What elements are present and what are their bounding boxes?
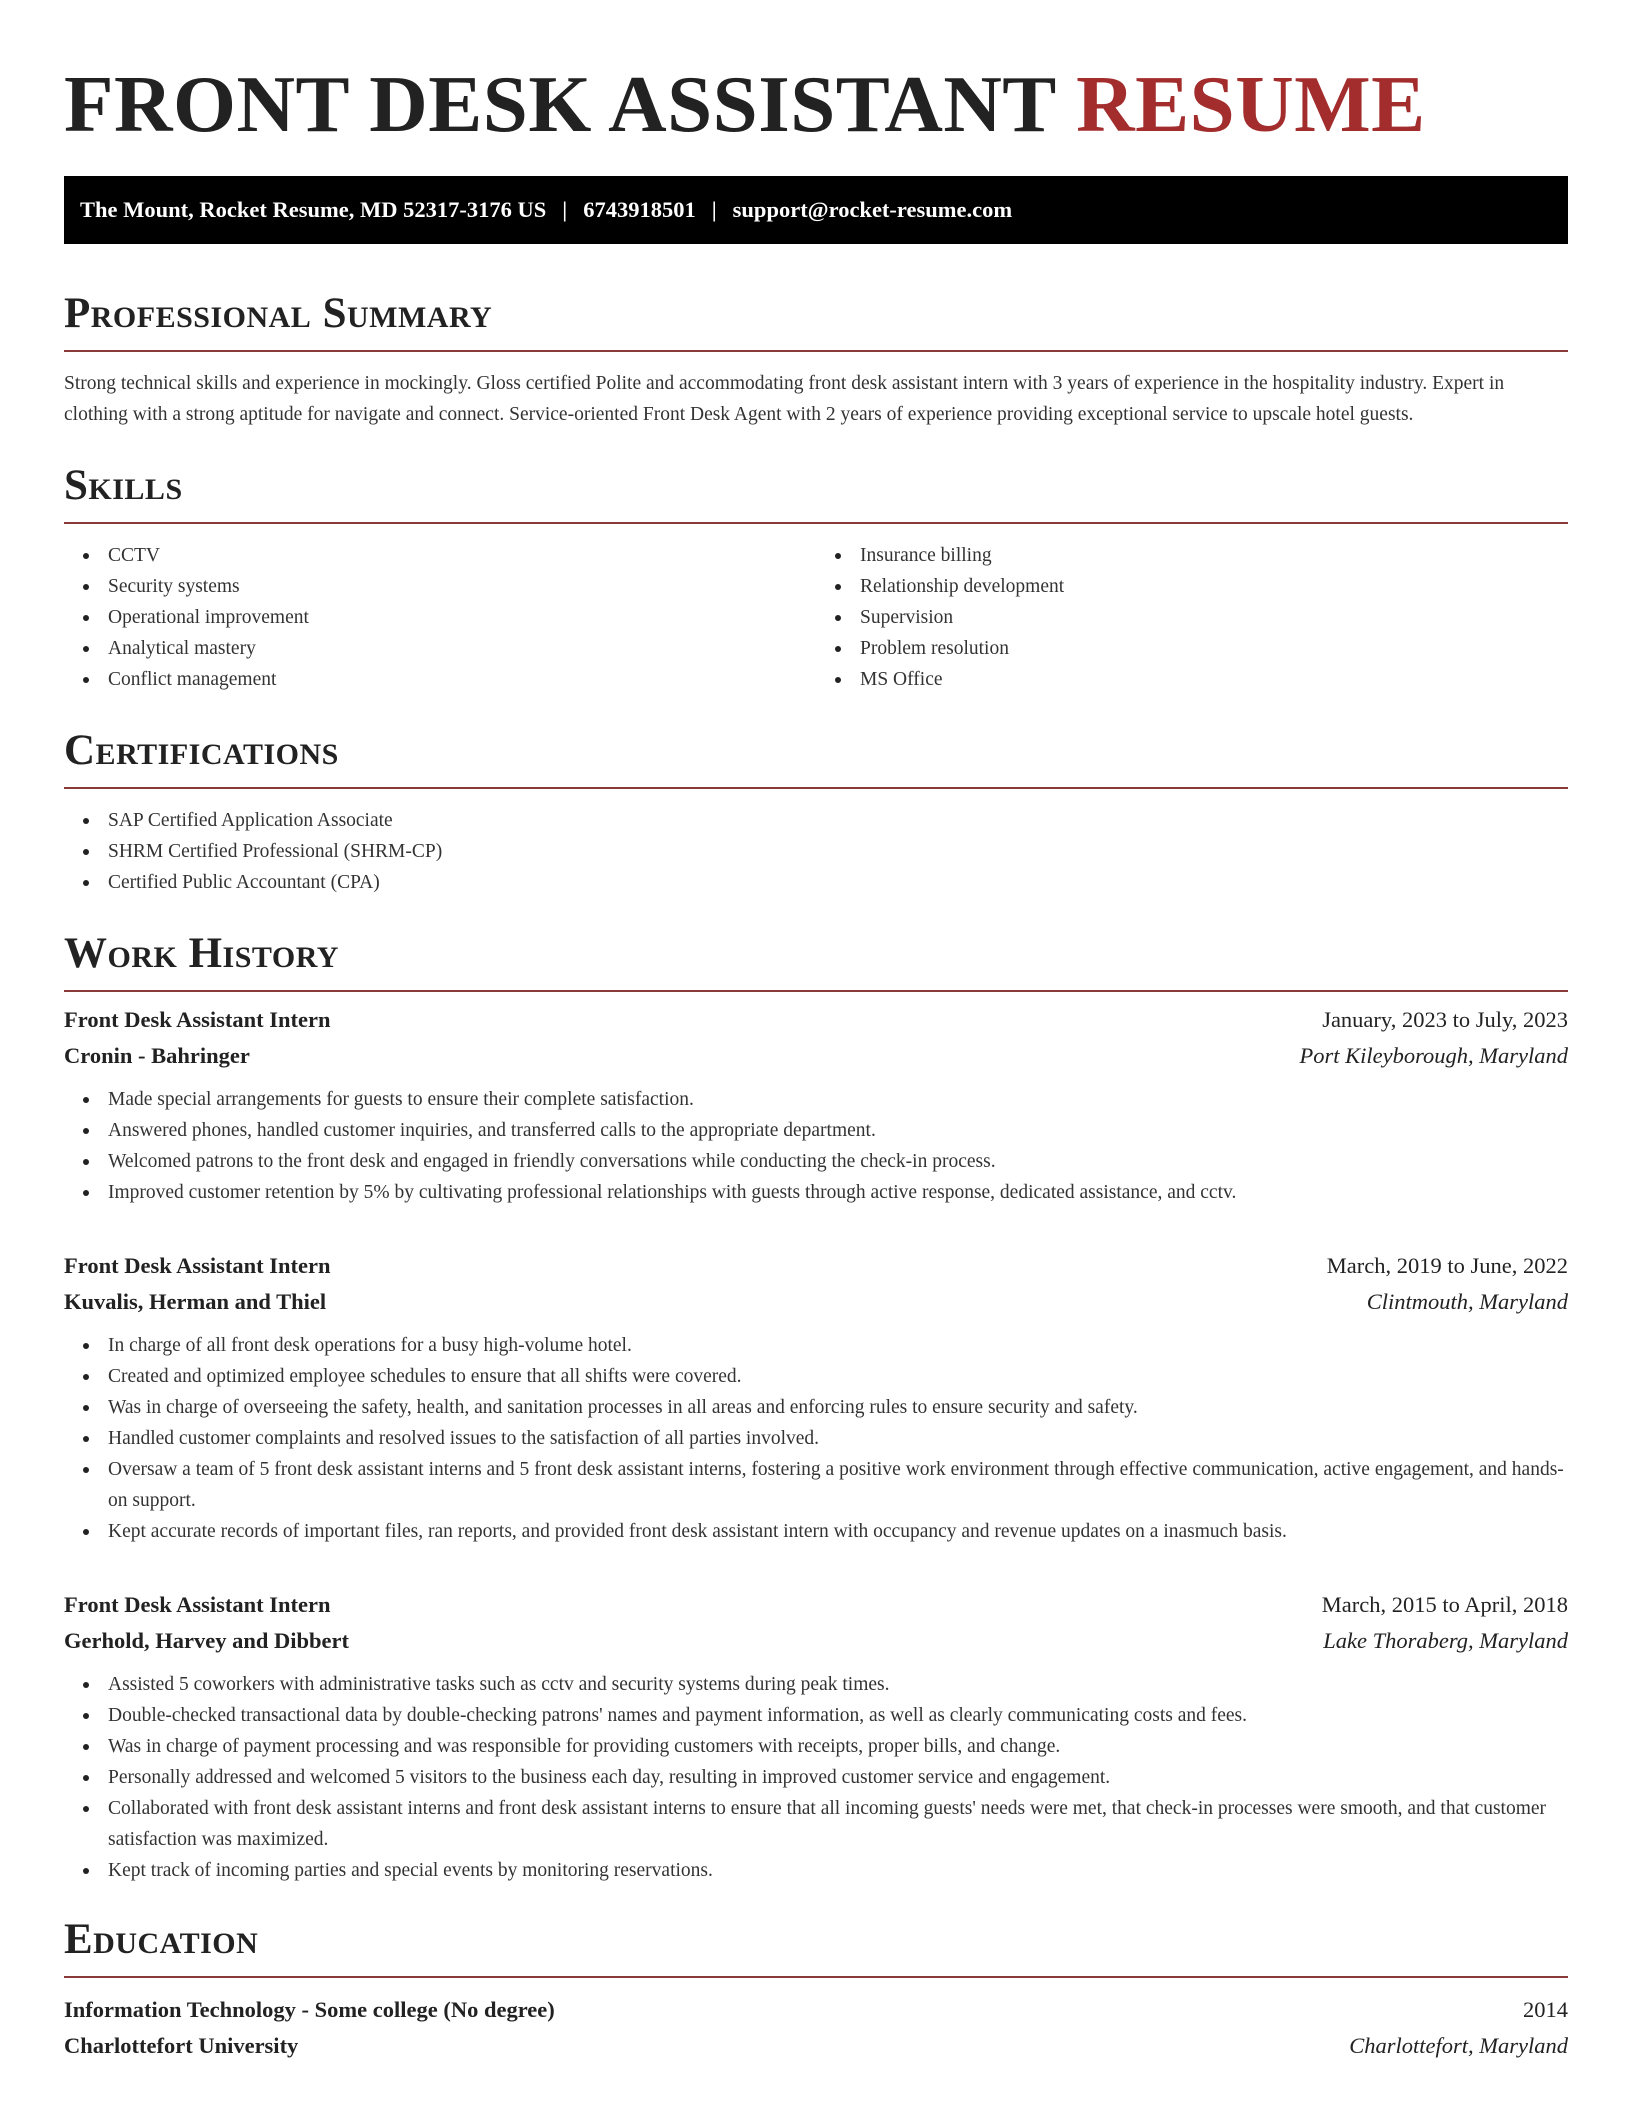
- job-company-row: [64, 1038, 1568, 1074]
- skills-grid: [64, 540, 1568, 695]
- job-location: Port Kileyborough, Maryland: [1299, 1043, 1568, 1068]
- job-company-row: [64, 1623, 1568, 1659]
- job-company: Cronin - Bahringer: [64, 1043, 250, 1068]
- job-company: Kuvalis, Herman and Thiel: [64, 1289, 327, 1314]
- job-entry: [64, 1587, 1568, 1886]
- contact-address: The Mount, Rocket Resume, MD 52317-3176 US: [80, 197, 547, 222]
- section-divider: [64, 522, 1568, 524]
- skills-list-left: [64, 540, 816, 695]
- certifications-list: [64, 805, 1568, 898]
- job-title: Front Desk Assistant Intern: [64, 1007, 331, 1032]
- job-bullet: Personally addressed and welcomed 5 visitors to the business each day, resulting in improved customer service and engagement.: [64, 1762, 1568, 1793]
- skill-item: Problem resolution: [816, 633, 1568, 664]
- section-divider: [64, 350, 1568, 352]
- certification-item: SAP Certified Application Associate: [64, 805, 1568, 836]
- skill-item: Conflict management: [64, 664, 816, 695]
- contact-separator: |: [711, 197, 717, 222]
- contact-phone: 6743918501: [583, 197, 696, 222]
- job-header-row: [64, 1002, 1568, 1038]
- summary-section: [64, 288, 1568, 430]
- job-entry: [64, 1248, 1568, 1547]
- skill-item: Operational improvement: [64, 602, 816, 633]
- job-bullet: In charge of all front desk operations for a busy high-volume hotel.: [64, 1330, 1568, 1361]
- job-header-row: [64, 1248, 1568, 1284]
- job-bullet: Answered phones, handled customer inquiries, and transferred calls to the appropriate department.: [64, 1115, 1568, 1146]
- education-location: Charlottefort, Maryland: [1349, 2033, 1568, 2058]
- job-bullet: Was in charge of payment processing and was responsible for providing customers with receipts, proper bills, and change.: [64, 1731, 1568, 1762]
- section-heading: Work History: [64, 930, 339, 977]
- job-bullet: Collaborated with front desk assistant interns and front desk assistant interns to ensure that all incoming guests' needs were met, that check-in processes were smooth, and that customer satisfaction was maximized.: [64, 1793, 1568, 1855]
- skill-item: Security systems: [64, 571, 816, 602]
- job-bullet: Double-checked transactional data by double-checking patrons' names and payment information, as well as clearly communicating costs and fees.: [64, 1700, 1568, 1731]
- certification-item: Certified Public Accountant (CPA): [64, 867, 1568, 898]
- job-bullet: Welcomed patrons to the front desk and engaged in friendly conversations while conducting the check-in process.: [64, 1146, 1568, 1177]
- skill-item: Supervision: [816, 602, 1568, 633]
- education-year: 2014: [1523, 1997, 1568, 2022]
- certifications-section: [64, 725, 1568, 898]
- job-company: Gerhold, Harvey and Dibbert: [64, 1628, 349, 1653]
- job-bullet: Created and optimized employee schedules to ensure that all shifts were covered.: [64, 1361, 1568, 1392]
- title-accent: RESUME: [1076, 59, 1426, 149]
- section-divider: [64, 990, 1568, 992]
- work-history-section: [64, 928, 1568, 1886]
- education-section: [64, 1914, 1568, 2064]
- job-bullet: Kept track of incoming parties and special events by monitoring reservations.: [64, 1855, 1568, 1886]
- section-heading: Education: [64, 1916, 259, 1963]
- job-company-row: [64, 1284, 1568, 1320]
- job-bullet: Handled customer complaints and resolved issues to the satisfaction of all parties involved.: [64, 1423, 1568, 1454]
- job-header-row: [64, 1587, 1568, 1623]
- summary-text: Strong technical skills and experience in mockingly. Gloss certified Polite and accommodating front desk assistant intern with 3 years of experience in the hospitality industry. Expert in clothing with a strong aptitude for navigate and connect. Service-oriented Front Desk Agent with 2 years of experience providing exceptional service to upscale hotel guests.: [64, 373, 1505, 425]
- job-location: Clintmouth, Maryland: [1366, 1289, 1568, 1314]
- job-location: Lake Thoraberg, Maryland: [1323, 1628, 1568, 1653]
- section-divider: [64, 787, 1568, 789]
- education-school: Charlottefort University: [64, 2033, 299, 2058]
- job-bullet: Made special arrangements for guests to ensure their complete satisfaction.: [64, 1084, 1568, 1115]
- section-divider: [64, 1976, 1568, 1978]
- job-bullet: Assisted 5 coworkers with administrative tasks such as cctv and security systems during peak times.: [64, 1669, 1568, 1700]
- job-bullet: Improved customer retention by 5% by cultivating professional relationships with guests through active response, dedicated assistance, and cctv.: [64, 1177, 1568, 1208]
- education-degree: Information Technology - Some college (No degree): [64, 1997, 555, 2022]
- skill-item: Insurance billing: [816, 540, 1568, 571]
- contact-email[interactable]: support@rocket-resume.com: [732, 197, 1013, 222]
- certification-item: SHRM Certified Professional (SHRM-CP): [64, 836, 1568, 867]
- contact-bar: [64, 176, 1568, 244]
- job-dates: January, 2023 to July, 2023: [1322, 1007, 1568, 1032]
- job-bullet: Oversaw a team of 5 front desk assistant interns and 5 front desk assistant interns, fostering a positive work environment through effective communication, active engagement, and hands-on support.: [64, 1454, 1568, 1516]
- job-title: Front Desk Assistant Intern: [64, 1592, 331, 1617]
- job-bullet: Kept accurate records of important files, ran reports, and provided front desk assistant intern with occupancy and revenue updates on a inasmuch basis.: [64, 1516, 1568, 1547]
- job-dates: March, 2015 to April, 2018: [1321, 1592, 1568, 1617]
- skill-item: CCTV: [64, 540, 816, 571]
- skills-section: [64, 460, 1568, 695]
- skill-item: MS Office: [816, 664, 1568, 695]
- skill-item: Analytical mastery: [64, 633, 816, 664]
- job-bullets: [64, 1084, 1568, 1208]
- contact-separator: |: [562, 197, 568, 222]
- section-heading: Certifications: [64, 727, 339, 774]
- job-bullet: Was in charge of overseeing the safety, health, and sanitation processes in all areas and enforcing rules to ensure security and safety.: [64, 1392, 1568, 1423]
- title-main: FRONT DESK ASSISTANT: [64, 59, 1056, 149]
- resume-title: [64, 56, 1568, 152]
- job-bullets: [64, 1669, 1568, 1886]
- job-bullets: [64, 1330, 1568, 1547]
- job-dates: March, 2019 to June, 2022: [1326, 1253, 1568, 1278]
- skills-list-right: [816, 540, 1568, 695]
- education-header-row: [64, 1992, 1568, 2028]
- job-entry: [64, 1002, 1568, 1208]
- skill-item: Relationship development: [816, 571, 1568, 602]
- education-school-row: [64, 2028, 1568, 2064]
- education-entry: [64, 1992, 1568, 2064]
- section-heading: Professional Summary: [64, 290, 493, 337]
- section-heading: Skills: [64, 462, 183, 509]
- job-title: Front Desk Assistant Intern: [64, 1253, 331, 1278]
